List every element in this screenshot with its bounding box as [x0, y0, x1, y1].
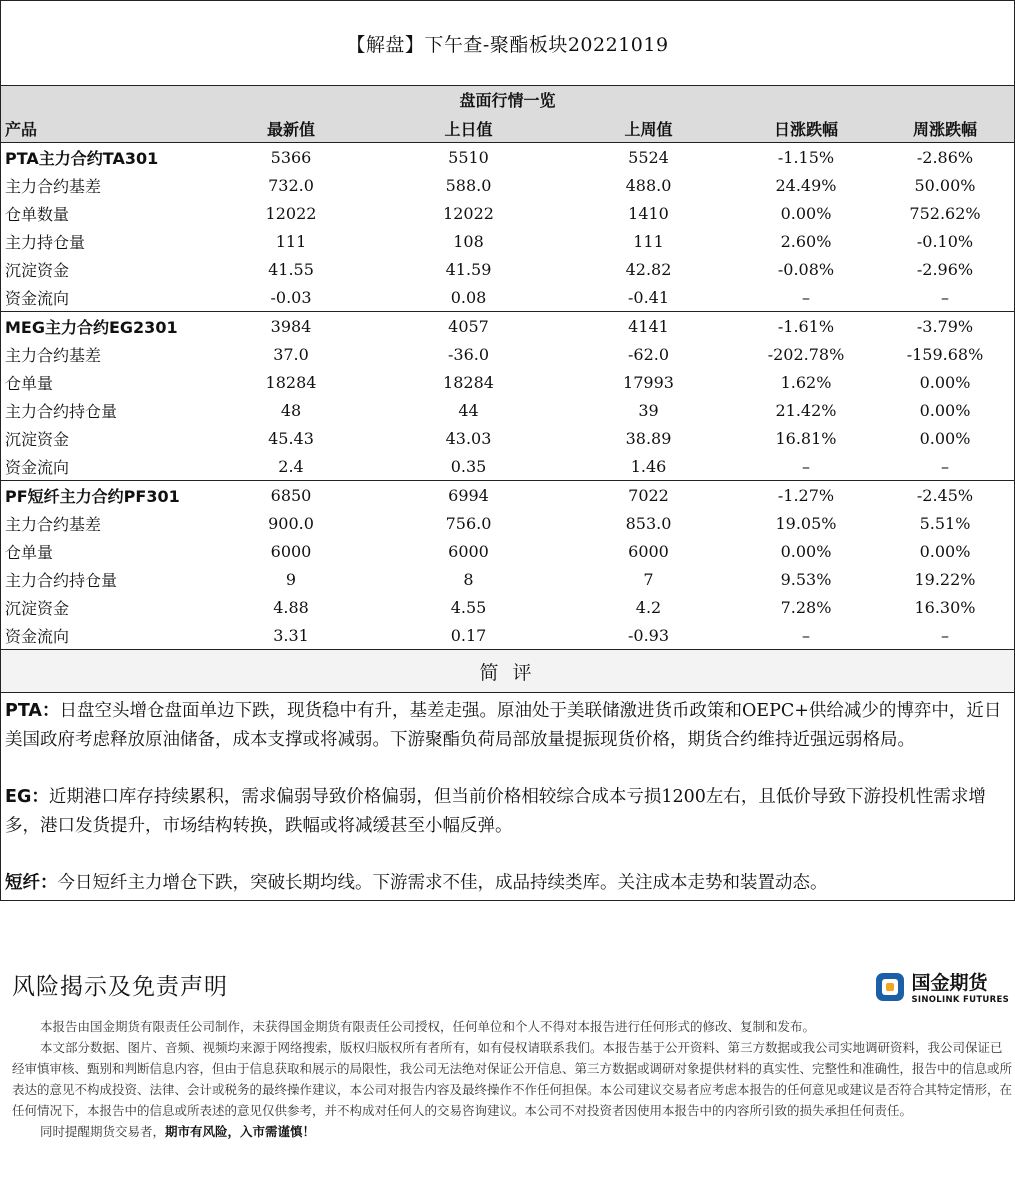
- table-row: [1, 565, 1014, 593]
- table-row: [1, 424, 1014, 452]
- cell-prev-week: 42.82: [625, 259, 672, 279]
- logo-name-en: SINOLINK FUTURES: [911, 995, 1009, 1005]
- header-daily-change: 日涨跌幅: [773, 119, 838, 139]
- warning-prefix: 同时提醒期货交易者，: [40, 1124, 166, 1139]
- cell-product: 仓单数量: [5, 204, 70, 224]
- cell-daily-change: 0.00%: [780, 541, 832, 561]
- cell-product: 沉淀资金: [5, 429, 70, 449]
- cell-latest: 732.0: [268, 175, 314, 195]
- cell-prev-week: 17993: [623, 372, 674, 392]
- cell-prev-day: 0.08: [450, 287, 487, 307]
- table-row: [1, 368, 1014, 396]
- table-row: [1, 452, 1014, 480]
- cell-weekly-change: 752.62%: [909, 203, 981, 223]
- header-product: 产品: [5, 119, 38, 139]
- cell-prev-week: 7022: [628, 485, 669, 505]
- cell-daily-change: -0.08%: [777, 259, 835, 279]
- header-prev-day: 上日值: [444, 119, 493, 139]
- cell-weekly-change: 50.00%: [914, 175, 976, 195]
- cell-product: 主力合约基差: [5, 345, 102, 365]
- cell-weekly-change: 0.00%: [919, 541, 971, 561]
- cell-daily-change: -1.15%: [777, 147, 835, 167]
- comment-text: 今日短纤主力增仓下跌，突破长期均线。下游需求不佳，成品持续类库。关注成本走势和装置动态。: [57, 873, 828, 893]
- table-row: [1, 227, 1014, 255]
- cell-latest: 45.43: [268, 428, 314, 448]
- cell-latest: -0.03: [270, 287, 312, 307]
- cell-prev-week: 1.46: [630, 456, 667, 476]
- table-row: [1, 481, 1014, 509]
- cell-prev-day: 588.0: [445, 175, 492, 195]
- cell-latest: 6000: [270, 541, 312, 561]
- cell-product: 资金流向: [5, 457, 70, 477]
- cell-prev-day: 0.35: [450, 456, 487, 476]
- cell-daily-change: –: [802, 287, 810, 307]
- cell-prev-week: 488.0: [625, 175, 672, 195]
- comment-pf: [5, 869, 1008, 898]
- cell-prev-day: 0.17: [450, 625, 487, 645]
- cell-daily-change: -1.27%: [777, 485, 835, 505]
- cell-latest: 5366: [270, 147, 312, 167]
- table-header: [1, 86, 1014, 143]
- cell-latest: 3984: [270, 316, 312, 336]
- cell-prev-week: 1410: [628, 203, 669, 223]
- cell-prev-day: 6994: [448, 485, 489, 505]
- cell-product: PF短纤主力合约PF301: [5, 486, 180, 506]
- cell-prev-day: 108: [453, 231, 484, 251]
- cell-daily-change: –: [802, 625, 810, 645]
- warning-strong: 期市有风险，入市需谨慎！: [165, 1124, 316, 1139]
- cell-weekly-change: -0.10%: [916, 231, 974, 251]
- cell-prev-day: 4.55: [450, 597, 487, 617]
- header-prev-week: 上周值: [624, 119, 673, 139]
- cell-weekly-change: 19.22%: [914, 569, 976, 589]
- comment-title: 简 评: [1, 650, 1014, 693]
- cell-prev-week: 853.0: [625, 513, 672, 533]
- cell-prev-day: 43.03: [445, 428, 492, 448]
- disclaimer-section: [0, 958, 1015, 1181]
- cell-prev-day: 4057: [448, 316, 489, 336]
- product-group: [1, 143, 1014, 312]
- comment-text: 近期港口库存持续累积，需求偏弱导致价格偏弱，但当前价格相较综合成本亏损1200左右，且低价导致下游投机性需求增多，港口发货提升，市场结构转换，跌幅或将减缓甚至小幅反弹。: [5, 787, 986, 836]
- cell-weekly-change: -2.45%: [916, 485, 974, 505]
- cell-prev-week: 111: [633, 231, 664, 251]
- table-row: [1, 509, 1014, 537]
- table-row: [1, 143, 1014, 171]
- cell-product: 沉淀资金: [5, 598, 70, 618]
- cell-product: 沉淀资金: [5, 260, 70, 280]
- cell-weekly-change: –: [941, 456, 949, 476]
- logo-name-cn: 国金期货: [911, 972, 988, 994]
- disclaimer-paragraph: 本报告由国金期货有限责任公司制作，未获得国金期货有限责任公司授权，任何单位和个人不得对本报告进行任何形式的修改、复制和发布。: [40, 1019, 816, 1034]
- table-row: [1, 396, 1014, 424]
- cell-prev-week: 39: [638, 400, 659, 420]
- cell-daily-change: –: [802, 456, 810, 476]
- cell-product: 主力合约基差: [5, 514, 102, 534]
- cell-latest: 111: [275, 231, 307, 251]
- cell-daily-change: -202.78%: [767, 344, 845, 364]
- table-body: [1, 143, 1014, 650]
- cell-product: 主力持仓量: [5, 232, 86, 252]
- cell-prev-day: 756.0: [445, 513, 492, 533]
- page-title: 【解盘】下午查-聚酯板块20221019: [346, 33, 669, 56]
- cell-latest: 37.0: [273, 344, 309, 364]
- cell-daily-change: 2.60%: [780, 231, 832, 251]
- cell-weekly-change: –: [941, 287, 949, 307]
- comment-pta: [5, 697, 1008, 755]
- cell-prev-week: -62.0: [627, 344, 670, 364]
- logo-mark-icon: [875, 972, 905, 1002]
- comment-label: 短纤：: [5, 873, 58, 893]
- cell-prev-week: -0.41: [627, 287, 670, 307]
- cell-daily-change: 0.00%: [780, 203, 832, 223]
- cell-prev-week: 38.89: [625, 428, 672, 448]
- cell-daily-change: 16.81%: [775, 428, 837, 448]
- comment-text: 日盘空头增仓盘面单边下跌，现货稳中有升，基差走强。原油处于美联储激进货币政策和OEPC+供给减少的博弈中，近日美国政府考虑释放原油储备，成本支撑或将减弱。下游聚酯负荷局部放量提振现货价格，期货合约维持近强远弱格局。: [5, 701, 1002, 750]
- title-box: [1, 1, 1014, 86]
- cell-prev-day: 5510: [448, 147, 489, 167]
- cell-prev-day: 8: [463, 569, 474, 589]
- cell-product: 资金流向: [5, 626, 70, 646]
- table-row: [1, 255, 1014, 283]
- table-row: [1, 312, 1014, 340]
- cell-latest: 48: [280, 400, 302, 420]
- cell-weekly-change: 0.00%: [919, 428, 971, 448]
- cell-weekly-change: -2.96%: [916, 259, 974, 279]
- company-logo: [875, 968, 1009, 1005]
- cell-weekly-change: –: [941, 625, 949, 645]
- cell-product: 仓单量: [5, 373, 54, 393]
- cell-latest: 41.55: [268, 259, 314, 279]
- cell-latest: 2.4: [278, 456, 304, 476]
- cell-latest: 6850: [270, 485, 312, 505]
- cell-product: MEG主力合约EG2301: [5, 317, 178, 337]
- product-group: [1, 481, 1014, 650]
- disclaimer-body: [12, 1016, 1012, 1142]
- cell-product: PTA主力合约TA301: [5, 148, 159, 168]
- cell-prev-day: -36.0: [447, 344, 490, 364]
- cell-prev-day: 6000: [448, 541, 489, 561]
- cell-prev-week: 5524: [628, 147, 669, 167]
- cell-daily-change: 9.53%: [780, 569, 832, 589]
- cell-daily-change: -1.61%: [777, 316, 835, 336]
- cell-latest: 9: [285, 569, 297, 589]
- table-row: [1, 340, 1014, 368]
- cell-daily-change: 7.28%: [780, 597, 832, 617]
- comment-eg: [5, 783, 1008, 841]
- cell-weekly-change: -159.68%: [906, 344, 984, 364]
- table-row: [1, 199, 1014, 227]
- table-row: [1, 621, 1014, 649]
- cell-latest: 4.88: [273, 597, 309, 617]
- cell-product: 仓单量: [5, 542, 54, 562]
- table-row: [1, 171, 1014, 199]
- disclaimer-paragraph: 本文部分数据、图片、音频、视频均来源于网络搜索，版权归版权所有者所有，如有侵权请联系我们。本报告基于公开资料、第三方数据或我公司实地调研资料，我公司保证已经审慎审核、甄别和判断信息内容，但由于信息获取和展示的局限性，我公司无法绝对保证公开信息、第三方数据或调研对象提供材料的真实性、完整性和准确性，报告中的信息或所表达的意见不构成投资、法律、会计或税务的最终操作建议，本公司对报告内容及最终操作不作任何担保。本公司建议交易者应考虑本报告的任何意见或建议是否符合其特定情形，在任何情况下，本报告中的信息或所表述的意见仅供参考，并不构成对任何人的交易咨询建议。本公司不对投资者因使用本报告中的内容所引致的损失承担任何责任。: [12, 1040, 1013, 1118]
- cell-latest: 900.0: [268, 513, 314, 533]
- cell-weekly-change: 16.30%: [914, 597, 976, 617]
- disclaimer-warning: [12, 1121, 1012, 1142]
- cell-weekly-change: 5.51%: [919, 513, 971, 533]
- cell-product: 主力合约基差: [5, 176, 102, 196]
- cell-latest: 3.31: [273, 625, 309, 645]
- cell-prev-week: -0.93: [627, 625, 670, 645]
- cell-prev-day: 41.59: [445, 259, 492, 279]
- cell-prev-day: 18284: [443, 372, 494, 392]
- cell-daily-change: 24.49%: [775, 175, 837, 195]
- disclaimer-title: 风险揭示及免责声明: [12, 974, 228, 1000]
- column-headers: [1, 114, 1014, 142]
- cell-daily-change: 19.05%: [775, 513, 837, 533]
- comment-label: EG：: [5, 787, 49, 807]
- cell-weekly-change: 0.00%: [919, 372, 971, 392]
- comment-label: PTA：: [5, 701, 60, 721]
- header-weekly-change: 周涨跌幅: [912, 119, 977, 139]
- logo-text: [911, 968, 1009, 1005]
- table-caption: 盘面行情一览: [459, 91, 556, 110]
- cell-prev-week: 4.2: [635, 597, 662, 617]
- cell-product: 主力合约持仓量: [5, 570, 118, 590]
- cell-product: 资金流向: [5, 288, 70, 308]
- cell-weekly-change: 0.00%: [919, 400, 971, 420]
- cell-product: 主力合约持仓量: [5, 401, 118, 421]
- cell-latest: 18284: [265, 372, 317, 392]
- cell-latest: 12022: [265, 203, 317, 223]
- product-group: [1, 312, 1014, 481]
- cell-prev-week: 4141: [628, 316, 669, 336]
- cell-prev-day: 44: [458, 400, 479, 420]
- cell-prev-week: 6000: [628, 541, 669, 561]
- cell-prev-week: 7: [643, 569, 654, 589]
- cell-weekly-change: -3.79%: [916, 316, 974, 336]
- cell-prev-day: 12022: [443, 203, 494, 223]
- comment-list: [1, 693, 1014, 900]
- table-row: [1, 283, 1014, 311]
- table-row: [1, 593, 1014, 621]
- table-row: [1, 537, 1014, 565]
- header-latest: 最新值: [266, 119, 315, 139]
- cell-daily-change: 21.42%: [775, 400, 837, 420]
- cell-daily-change: 1.62%: [780, 372, 832, 392]
- cell-weekly-change: -2.86%: [916, 147, 974, 167]
